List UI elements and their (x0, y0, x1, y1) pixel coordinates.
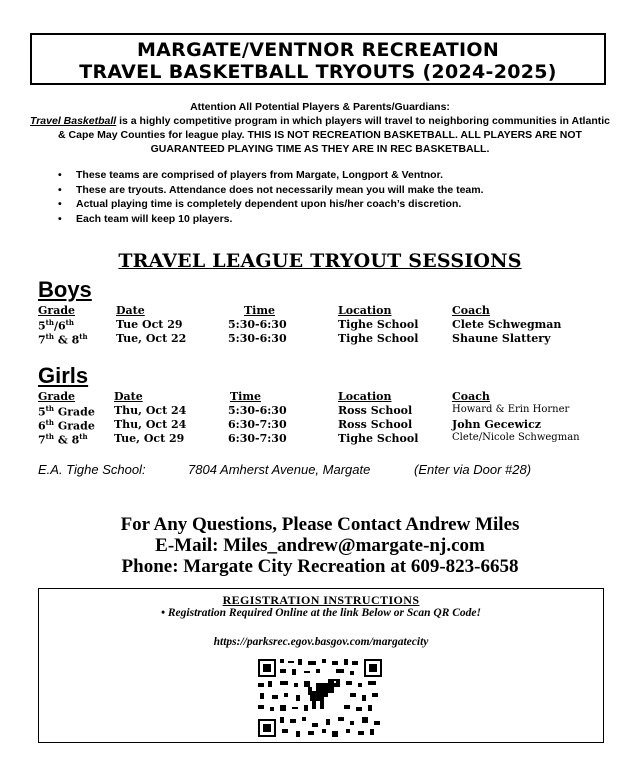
location-cell: Ross School (338, 418, 413, 431)
program-name: Travel Basketball (30, 115, 117, 127)
location-cell: Tighe School (338, 432, 419, 445)
coach-header: Coach (452, 304, 490, 317)
list-item (52, 183, 484, 198)
coach-header: Coach (452, 390, 490, 403)
time-cell: 5:30-6:30 (228, 332, 287, 345)
bullet-text: Actual playing time is completely dependent upon his/her coach’s discretion. (76, 198, 462, 210)
grade-header: Grade (38, 390, 76, 403)
list-item (52, 197, 484, 212)
qr-code-icon[interactable] (256, 657, 384, 739)
school-name: E.A. Tighe School: (38, 462, 146, 477)
coach-cell: Clete Schwegman (452, 318, 562, 331)
registration-title: REGISTRATION INSTRUCTIONS (222, 593, 420, 607)
registration-link[interactable]: https://parksrec.egov.basgov.com/margatecity (213, 636, 429, 648)
sessions-heading: TRAVEL LEAGUE TRYOUT SESSIONS (118, 250, 522, 272)
bullet-icon: • (58, 169, 62, 181)
entry-note: (Enter via Door #28) (414, 462, 532, 477)
time-cell: 6:30-7:30 (228, 432, 287, 445)
grade-cell: 6th Grade (38, 418, 95, 433)
girls-heading: Girls (38, 363, 89, 388)
street-address: 7804 Amherst Avenue, Margate (188, 462, 371, 477)
date-cell: Tue, Oct 29 (114, 432, 185, 445)
location-cell: Tighe School (338, 318, 419, 331)
coach-cell: Clete/Nicole Schwegman (452, 432, 580, 443)
grade-cell: 5th Grade (38, 404, 95, 419)
date-cell: Tue, Oct 22 (116, 332, 187, 345)
contact-line: For Any Questions, Please Contact Andrew Miles (120, 514, 520, 535)
bullet-text: These teams are comprised of players from Margate, Longport & Ventnor. (76, 169, 444, 181)
grade-cell: 7th & 8th (38, 432, 88, 447)
location-cell: Ross School (338, 404, 413, 417)
date-header: Date (114, 390, 143, 403)
list-item (52, 168, 484, 183)
time-cell: 6:30-7:30 (228, 418, 287, 431)
coach-cell: Shaune Slattery (452, 332, 551, 345)
date-cell: Thu, Oct 24 (114, 418, 187, 431)
time-header: Time (230, 390, 262, 403)
date-cell: Thu, Oct 24 (114, 404, 187, 417)
time-cell: 5:30-6:30 (228, 318, 287, 331)
registration-note: • Registration Required Online at the link Below or Scan QR Code! (160, 607, 481, 619)
location-header: Location (338, 390, 392, 403)
boys-heading: Boys (38, 277, 92, 302)
bullet-icon: • (58, 212, 62, 225)
bullet-text: These are tryouts. Attendance does not necessarily mean you will make the team. (76, 183, 484, 196)
time-header: Time (244, 304, 276, 317)
email-line: E-Mail: Miles_andrew@margate-nj.com (155, 535, 485, 556)
intro-paragraph (30, 100, 610, 156)
coach-cell: Howard & Erin Horner (452, 404, 570, 415)
bullet-icon: • (58, 183, 62, 196)
info-bullet-list (52, 168, 484, 226)
grade-cell: 7th & 8th (38, 332, 88, 347)
title-line-1: MARGATE/VENTNOR RECREATION (136, 39, 500, 61)
attention-line: Attention All Potential Players & Parents/Guardians: (190, 101, 450, 113)
title-box (30, 33, 606, 85)
location-cell: Tighe School (338, 332, 419, 345)
time-cell: 5:30-6:30 (228, 404, 287, 417)
program-description (30, 114, 610, 156)
title-line-2: TRAVEL BASKETBALL TRYOUTS (2024-2025) (79, 61, 557, 83)
coach-cell: John Gecewicz (452, 418, 542, 431)
date-header: Date (116, 304, 145, 317)
location-header: Location (338, 304, 392, 317)
grade-cell: 5th/6th (38, 318, 74, 333)
grade-header: Grade (38, 304, 76, 317)
bullet-text: Each team will keep 10 players. (76, 212, 233, 225)
bullet-icon: • (58, 198, 62, 210)
description-text: is a highly competitive program in which players will travel to neighboring communities in Atlantic & Cape May Counties for league play. THIS IS NOT RECREATION BASKETBALL. ALL PLAYERS ARE NOT GUARANTEED PLAYING TIME AS THEY ARE IN REC BASKETBALL. (58, 115, 610, 155)
date-cell: Tue Oct 29 (116, 318, 183, 331)
list-item (52, 212, 484, 227)
registration-box (38, 588, 604, 743)
phone-line: Phone: Margate City Recreation at 609-823-6658 (121, 556, 519, 577)
contact-block (0, 514, 640, 577)
